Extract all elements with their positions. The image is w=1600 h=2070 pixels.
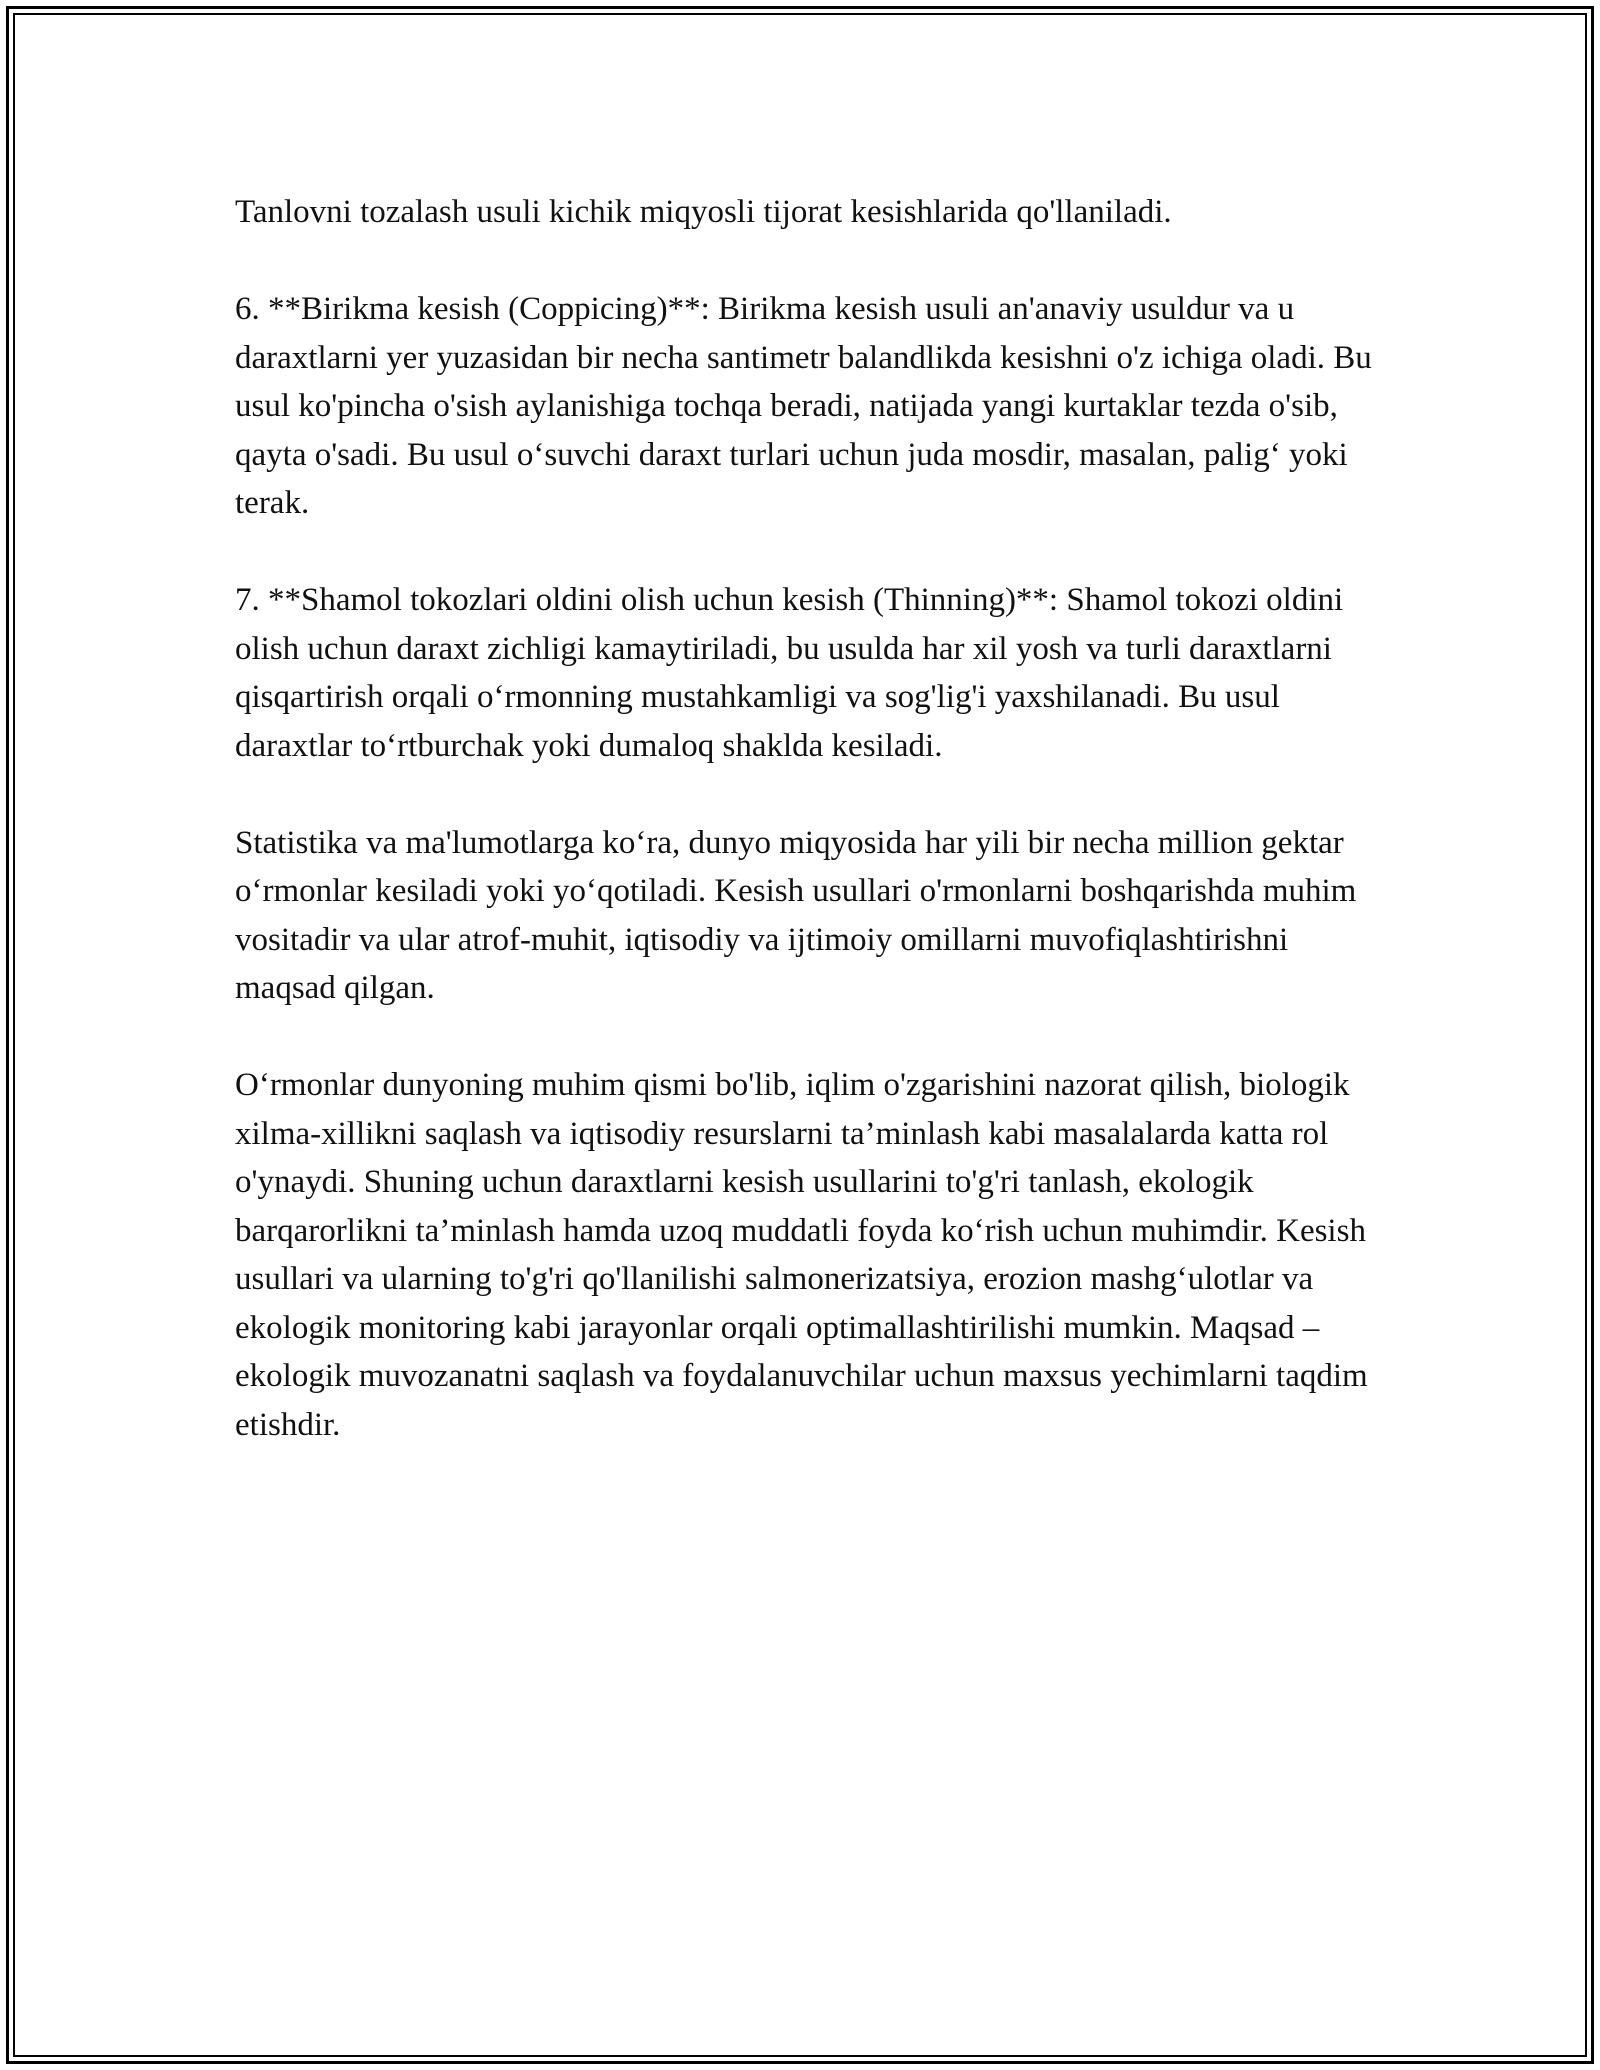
paragraph-coppicing: 6. **Birikma kesish (Coppicing)**: Birikma kesish usuli an'anaviy usuldur va u daraxtlarni yer yuzasidan bir necha santimetr balandlikda kesishni o'z ichiga oladi. Bu usul ko'pincha o'sish aylanishiga tochqa beradi, natijada yangi kurtaklar tezda o'sib, qayta o'sadi. Bu usul o‘suvchi daraxt turlari uchun juda mosdir, masalan, palig‘ yoki terak. xyxy=(235,291,1372,521)
paragraph-selection-clearing: Tanlovni tozalash usuli kichik miqyosli tijorat kesishlarida qo'llaniladi. xyxy=(235,194,1172,230)
paragraph-thinning: 7. **Shamol tokozlari oldini olish uchun kesish (Thinning)**: Shamol tokozi oldini olish uchun daraxt zichligi kamaytiriladi, bu usulda har xil yosh va turli daraxtlarni qisqartirish orqali o‘rmonning mustahkamligi va sog'lig'i yaxshilanadi. Bu usul daraxtlar to‘rtburchak yoki dumaloq shaklda kesiladi. xyxy=(235,582,1344,764)
paragraph-conclusion: O‘rmonlar dunyoning muhim qismi bo'lib, iqlim o'zgarishini nazorat qilish, biologik xilma-xillikni saqlash va iqtisodiy resurslarni ta’minlash kabi masalalarda katta rol o'ynaydi. Shuning uchun daraxtlarni kesish usullarini to'g'ri tanlash, ekologik barqarorlikni ta’minlash hamda uzoq muddatli foyda ko‘rish uchun muhimdir. Kesish usullari va ularning to'g'ri qo'llanilishi salmonerizatsiya, erozion mashg‘ulotlar va ekologik monitoring kabi jarayonlar orqali optimallashtirilishi mumkin. Maqsad – ekologik muvozanatni saqlash va foydalanuvchilar uchun maxsus yechimlarni taqdim etishdir. xyxy=(235,1067,1368,1443)
paragraph-statistics: Statistika va ma'lumotlarga ko‘ra, dunyo miqyosida har yili bir necha million gektar o‘rmonlar kesiladi yoki yo‘qotiladi. Kesish usullari o'rmonlarni boshqarishda muhim vositadir va ular atrof-muhit, iqtisodiy va ijtimoiy omillarni muvofiqlashtirishni maqsad qilgan. xyxy=(235,824,1357,1006)
document-body xyxy=(235,188,1385,1498)
